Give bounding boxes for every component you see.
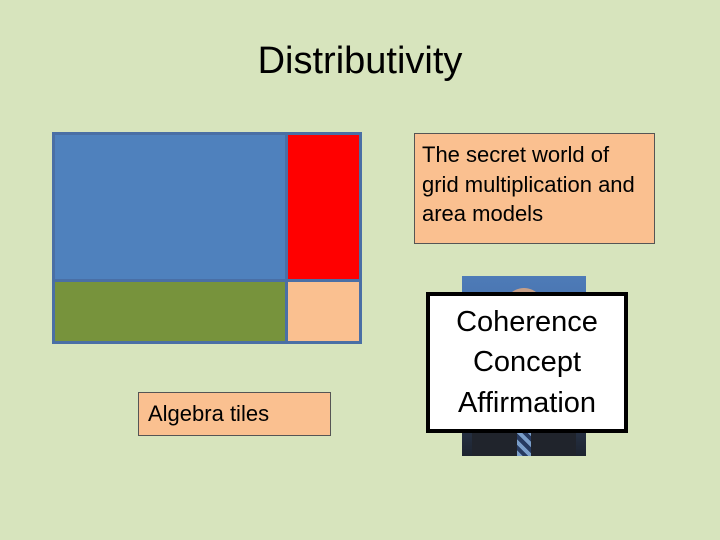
callout-line-1: Coherence bbox=[456, 305, 598, 338]
tile-small-square bbox=[285, 279, 362, 344]
slide-title: Distributivity bbox=[257, 40, 463, 82]
callout-line-2: Concept bbox=[472, 346, 581, 379]
tile-horizontal-rectangle bbox=[52, 279, 288, 344]
coherence-callout bbox=[426, 292, 628, 433]
tile-large-square bbox=[52, 132, 288, 282]
algebra-tiles-label: Algebra tiles bbox=[138, 392, 331, 436]
algebra-tiles-grid bbox=[52, 132, 362, 344]
caption-box: The secret world of grid multiplication and area models bbox=[414, 133, 655, 244]
callout-line-3: Affirmation bbox=[457, 386, 597, 419]
tile-vertical-rectangle bbox=[285, 132, 362, 282]
